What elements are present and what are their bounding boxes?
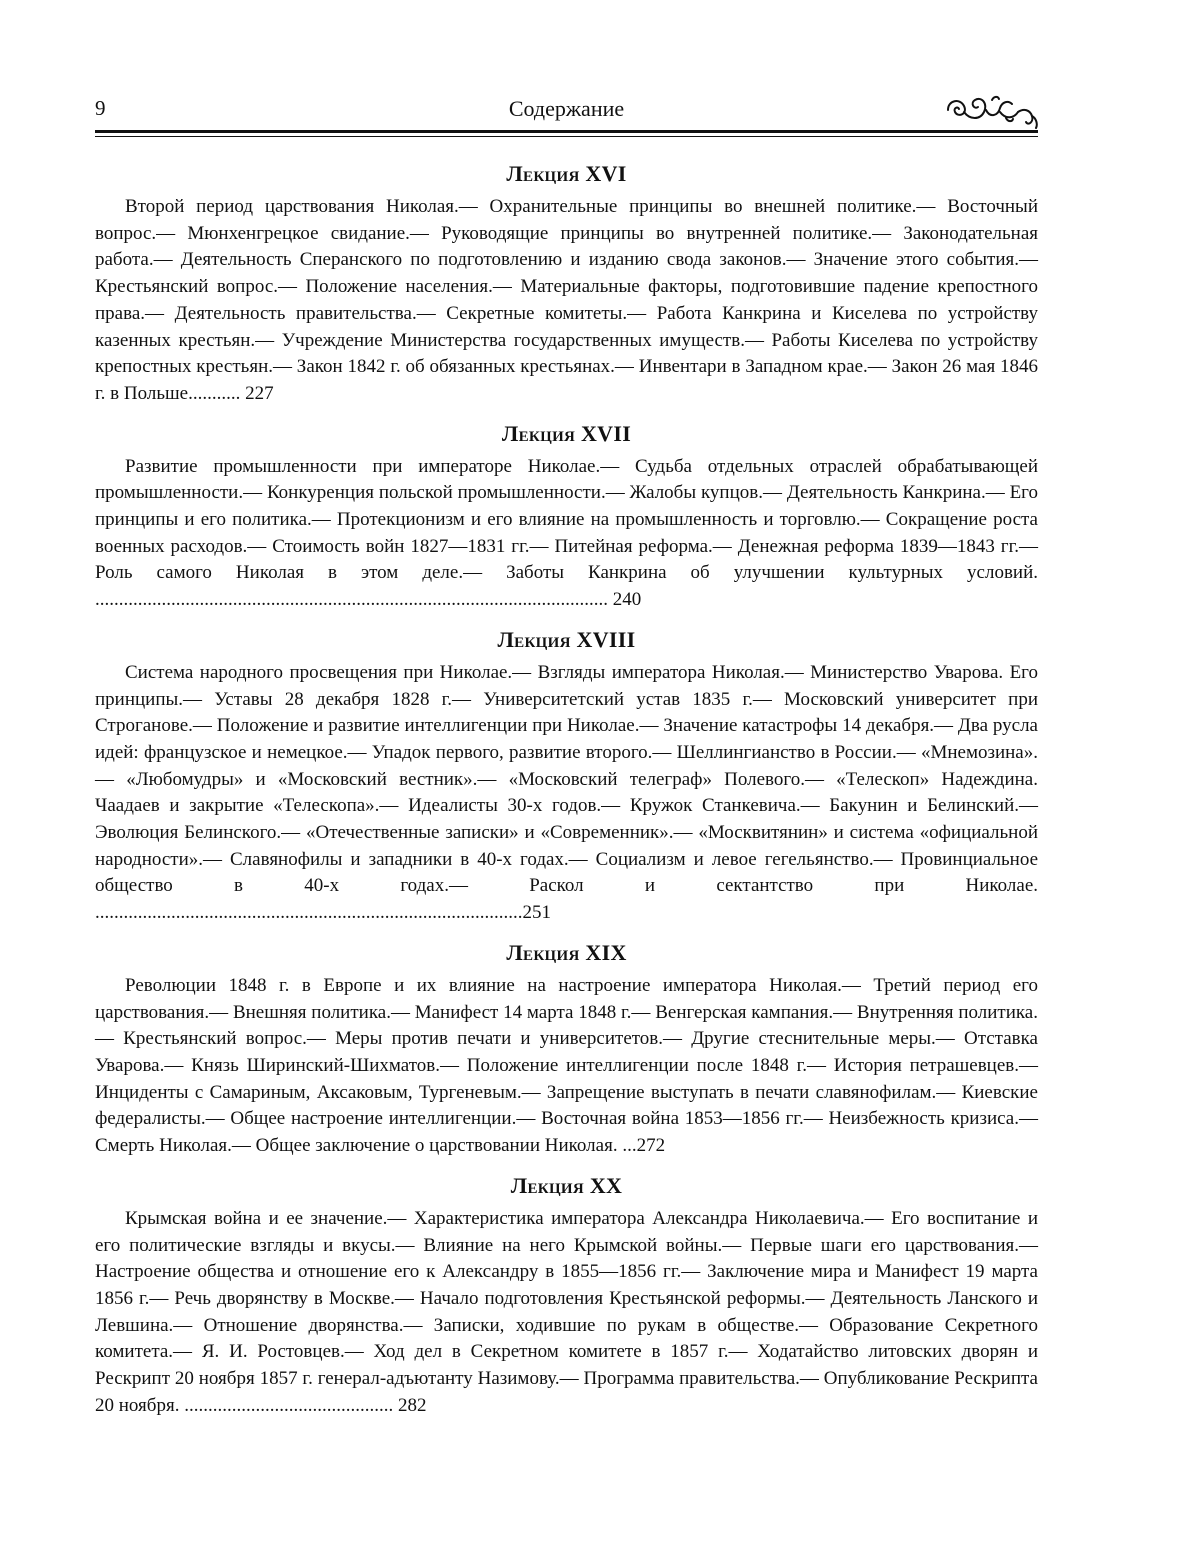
lecture-entry	[95, 158, 1038, 408]
dot-leader: ...........	[188, 382, 241, 404]
running-title: Содержание	[508, 96, 625, 121]
lecture-summary-text: Развитие промышленности при императоре Николае.— Судьба отдельных отраслей обрабатывающей промышленности.— Конкуренция польской промышленности.— Жалобы купцов.— Деятельность Канкрина.— Его принципы и его политика.— Протекционизм и его влияние на промышленность и торговлю.— Сокращение роста военных расходов.— Стоимость войн 1827—1831 гг.— Питейная реформа.— Денежная реформа 1839—1843 гг.— Роль самого Николая в этом деле.— Заботы Канкрина об улучшении культурных условий.	[95, 455, 1038, 584]
lecture-entry	[95, 1170, 1038, 1420]
header-rule-thin	[95, 136, 1038, 137]
scroll-ornament-icon	[942, 88, 1042, 134]
dot-leader: ............................................	[179, 1394, 394, 1416]
lecture-summary	[95, 454, 1038, 614]
lecture-title: Лекция XVIII	[497, 626, 636, 652]
lecture-entry	[95, 418, 1038, 614]
lecture-summary-text: Революции 1848 г. в Европе и их влияние на настроение императора Николая.— Третий период его царствования.— Внешняя политика.— Манифест 14 марта 1848 г.— Венгерская кампания.— Внутренняя политика.— Крестьянский вопрос.— Меры против печати и университетов.— Другие стеснительные меры.— Отставка Уварова.— Князь Ширинский-Шихматов.— Положение интеллигенции после 1848 г.— История петрашевцев.— Инциденты с Самариным, Аксаковым, Тургеневым.— Запрещение выступать в печати славянофилам.— Киевские федералисты.— Общее настроение интеллигенции.— Восточная война 1853—1856 гг.— Неизбежность кризиса.— Смерть Николая.— Общее заключение о царствовании Николая.	[95, 974, 1038, 1157]
lecture-page-number[interactable]: 282	[397, 1394, 427, 1416]
lecture-summary	[95, 1206, 1038, 1420]
dot-leader: ............................................................................................................	[95, 589, 608, 611]
dot-leader: ..........................................................................................	[95, 902, 523, 924]
lecture-entry	[95, 937, 1038, 1160]
table-of-contents	[95, 158, 1038, 1429]
lecture-page-number[interactable]: 251	[522, 902, 551, 924]
lecture-title: Лекция XVI	[506, 161, 627, 186]
dot-leader: ...	[617, 1135, 637, 1157]
page-number: 9	[95, 96, 106, 120]
lecture-page-number[interactable]: 227	[245, 382, 274, 404]
lecture-summary-text: Система народного просвещения при Николае.— Взгляды императора Николая.— Министерство Уварова. Его принципы.— Уставы 28 декабря 1828 г.— Университетский устав 1835 г.— Московский университет при Строганове.— Положение и развитие интеллигенции при Николае.— Значение катастрофы 14 декабря.— Два русла идей: французское и немецкое.— Упадок первого, развитие второго.— Шеллингианство в России.— «Мнемозина».— «Любомудры» и «Московский вестник».— «Московский телеграф» Полевого.— «Телескоп» Надеждина. Чаадаев и закрытие «Телескопа».— Идеалисты 30-х годов.— Кружок Станкевича.— Бакунин и Белинский.— Эволюция Белинского.— «Отечественные записки» и «Современник».— «Москвитянин» и система «официальной народности».— Славянофилы и западники в 40-х годах.— Социализм и левое гегельянство.— Провинциальное общество в 40-х годах.— Раскол и сектантство при Николае.	[95, 661, 1038, 897]
lecture-summary-text: Второй период царствования Николая.— Охранительные принципы во внешней политике.— Восточный вопрос.— Мюнхенгрецкое свидание.— Руководящие принципы во внутренней политике.— Законодательная работа.— Деятельность Сперанского по подготовлению и изданию свода законов.— Значение этого события.— Крестьянский вопрос.— Положение населения.— Материальные факторы, подготовившие падение крепостного права.— Деятельность правительства.— Секретные комитеты.— Работа Канкрина и Киселева по устройству казенных крестьян.— Учреждение Министерства государственных имуществ.— Работы Киселева по устройству крепостных крестьян.— Закон 1842 г. об обязанных крестьянах.— Инвентари в Западном крае.— Закон 26 мая 1846 г. в Польше	[95, 196, 1038, 404]
lecture-entry	[95, 624, 1038, 927]
header-rule-thick	[95, 130, 1038, 133]
lecture-summary	[95, 660, 1038, 927]
lecture-summary	[95, 973, 1038, 1160]
lecture-summary	[95, 194, 1038, 408]
lecture-title: Лекция XIX	[506, 939, 627, 965]
lecture-page-number[interactable]: 240	[612, 589, 642, 611]
lecture-title: Лекция XVII	[501, 420, 632, 446]
lecture-title: Лекция XX	[510, 1172, 623, 1198]
lecture-page-number[interactable]: 272	[636, 1135, 666, 1157]
lecture-summary-text: Крымская война и ее значение.— Характеристика императора Александра Николаевича.— Его воспитание и его политические взгляды и вкусы.— Влияние на него Крымской войны.— Первые шаги его царствования.— Настроение общества и отношение его к Александру в 1855—1856 гг.— Заключение мира и Манифест 19 марта 1856 г.— Речь дворянству в Москве.— Начало подготовления Крестьянской реформы.— Деятельность Ланского и Левшина.— Отношение дворянства.— Записки, ходившие по рукам в обществе.— Образование Секретного комитета.— Я. И. Ростовцев.— Ход дел в Секретном комитете в 1857 г.— Ходатайство литовских дворян и Рескрипт 20 ноября 1857 г. генерал-адъютанту Назимову.— Программа правительства.— Опубликование Рескрипта 20 ноября.	[95, 1207, 1038, 1416]
page-header	[95, 92, 1038, 140]
